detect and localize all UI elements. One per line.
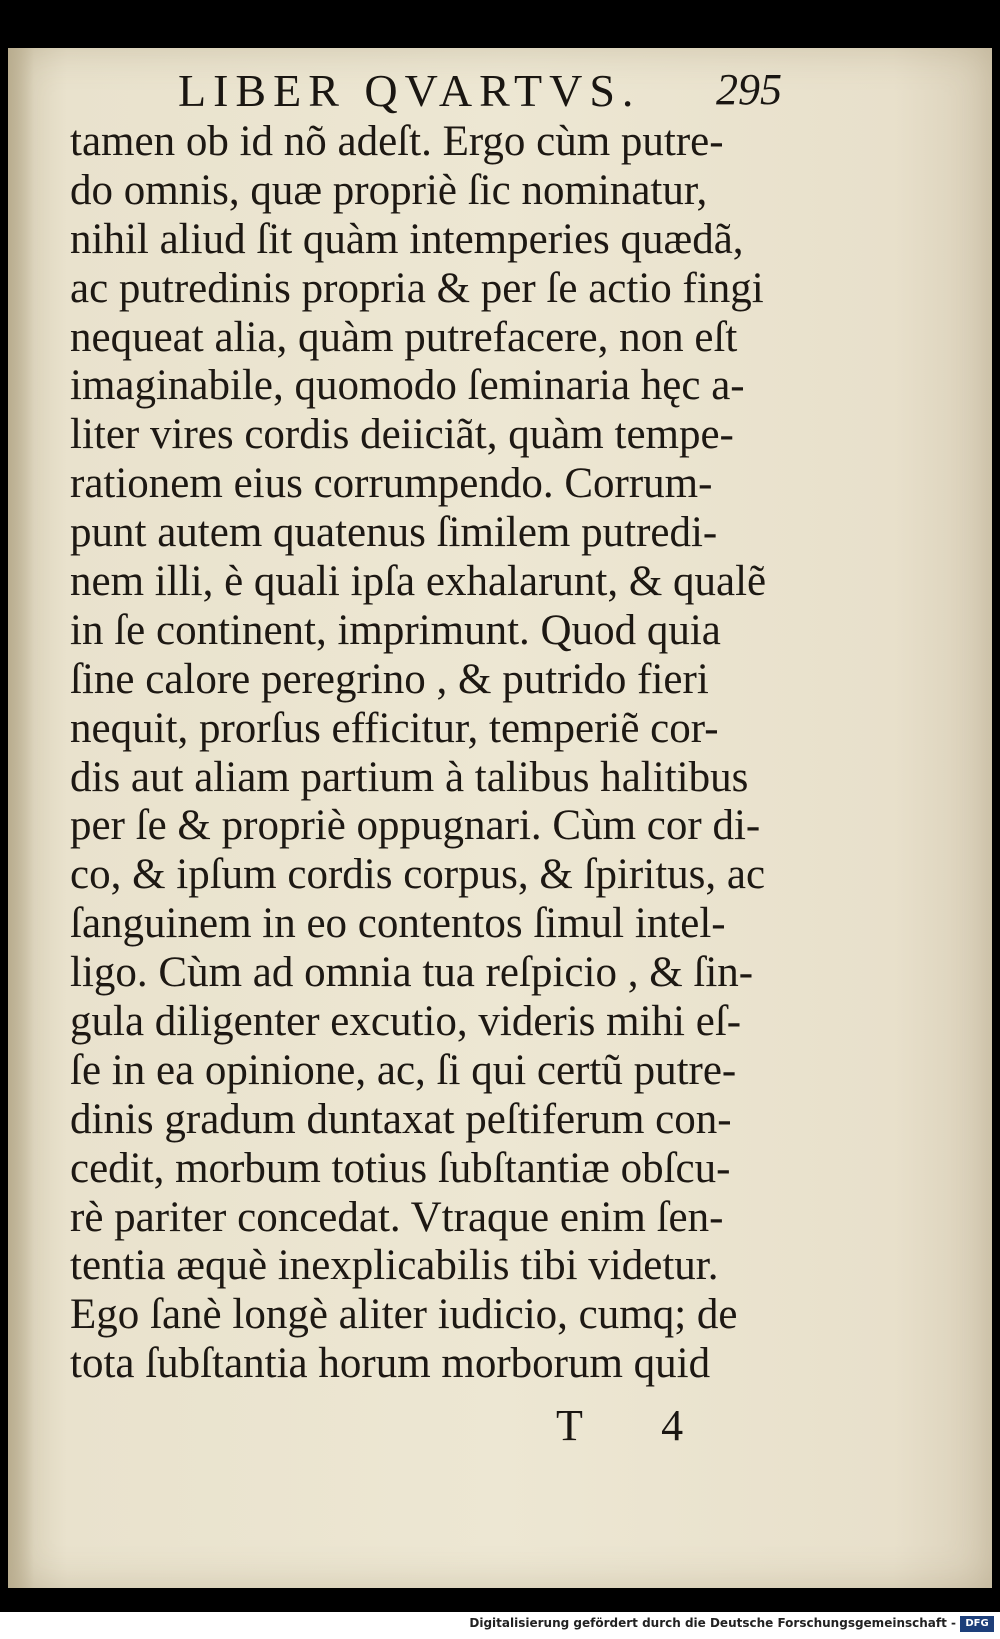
book-page	[8, 48, 992, 1588]
page-number: 295	[716, 65, 782, 114]
funding-credit: Digitalisierung gefördert durch die Deutsche Forschungsgemeinschaft -	[469, 1616, 956, 1630]
text-line: ſanguinem in eo contentos ſimul intel-	[70, 900, 726, 948]
text-line: in ſe continent, imprimunt. Quod quia	[70, 606, 721, 654]
text-line: ſine calore peregrino , & putrido fieri	[70, 655, 709, 703]
text-line: liter vires cordis deiiciãt, quàm tempe-	[70, 411, 734, 459]
text-line: dis aut aliam partium à talibus halitibus	[70, 753, 749, 801]
text-line: per ſe & propriè oppugnari. Cùm cor di-	[70, 802, 761, 850]
text-line: nihil aliud ſit quàm intemperies quædã,	[70, 215, 744, 263]
text-line: cedit, morbum totius ſubſtantiæ obſcu-	[70, 1144, 731, 1192]
text-line: do omnis, quæ propriè ſic nominatur,	[70, 166, 708, 214]
text-line: Ego ſanè longè aliter iudicio, cumq; de	[70, 1291, 738, 1339]
text-line: punt autem quatenus ſimilem putredi-	[70, 509, 718, 557]
binding-gutter	[8, 48, 34, 1588]
text-line: nequit, prorſus efficitur, temperiẽ cor-	[70, 704, 719, 752]
text-line: tamen ob id nõ adeſt. Ergo cùm putre-	[70, 118, 724, 165]
text-line: tentia æquè inexplicabilis tibi videtur.	[70, 1242, 719, 1290]
running-head: LIBER QVARTVS.	[178, 65, 641, 116]
text-line: ligo. Cùm ad omnia tua reſpicio , & ſin-	[70, 949, 754, 997]
footer-bar	[0, 1612, 1000, 1639]
text-line: gula diligenter excutio, videris mihi eſ-	[70, 998, 742, 1046]
text-line: rationem eius corrumpendo. Corrum-	[70, 460, 713, 508]
text-line: ſe in ea opinione, ac, ſi qui certũ putre-	[70, 1046, 737, 1094]
text-line: co, & ipſum cordis corpus, & ſpiritus, ac	[70, 851, 766, 899]
text-line: rè pariter concedat. Vtraque enim ſen-	[70, 1193, 724, 1241]
text-line: tota ſubſtantia horum morborum quid	[70, 1340, 711, 1388]
text-line: ac putredinis propria & per ſe actio fingi	[70, 264, 764, 312]
text-line: imaginabile, quomodo ſeminaria hęc a-	[70, 362, 745, 410]
dfg-logo-icon: DFG	[960, 1616, 994, 1632]
text-line: nequeat alia, quàm putrefacere, non eſt	[70, 313, 738, 361]
signature-mark: T 4	[556, 1401, 718, 1450]
body-text	[70, 118, 790, 1389]
text-line: nem illi, è quali ipſa exhalarunt, & qualẽ	[70, 558, 767, 606]
text-line: dinis gradum duntaxat peſtiferum con-	[70, 1095, 732, 1143]
